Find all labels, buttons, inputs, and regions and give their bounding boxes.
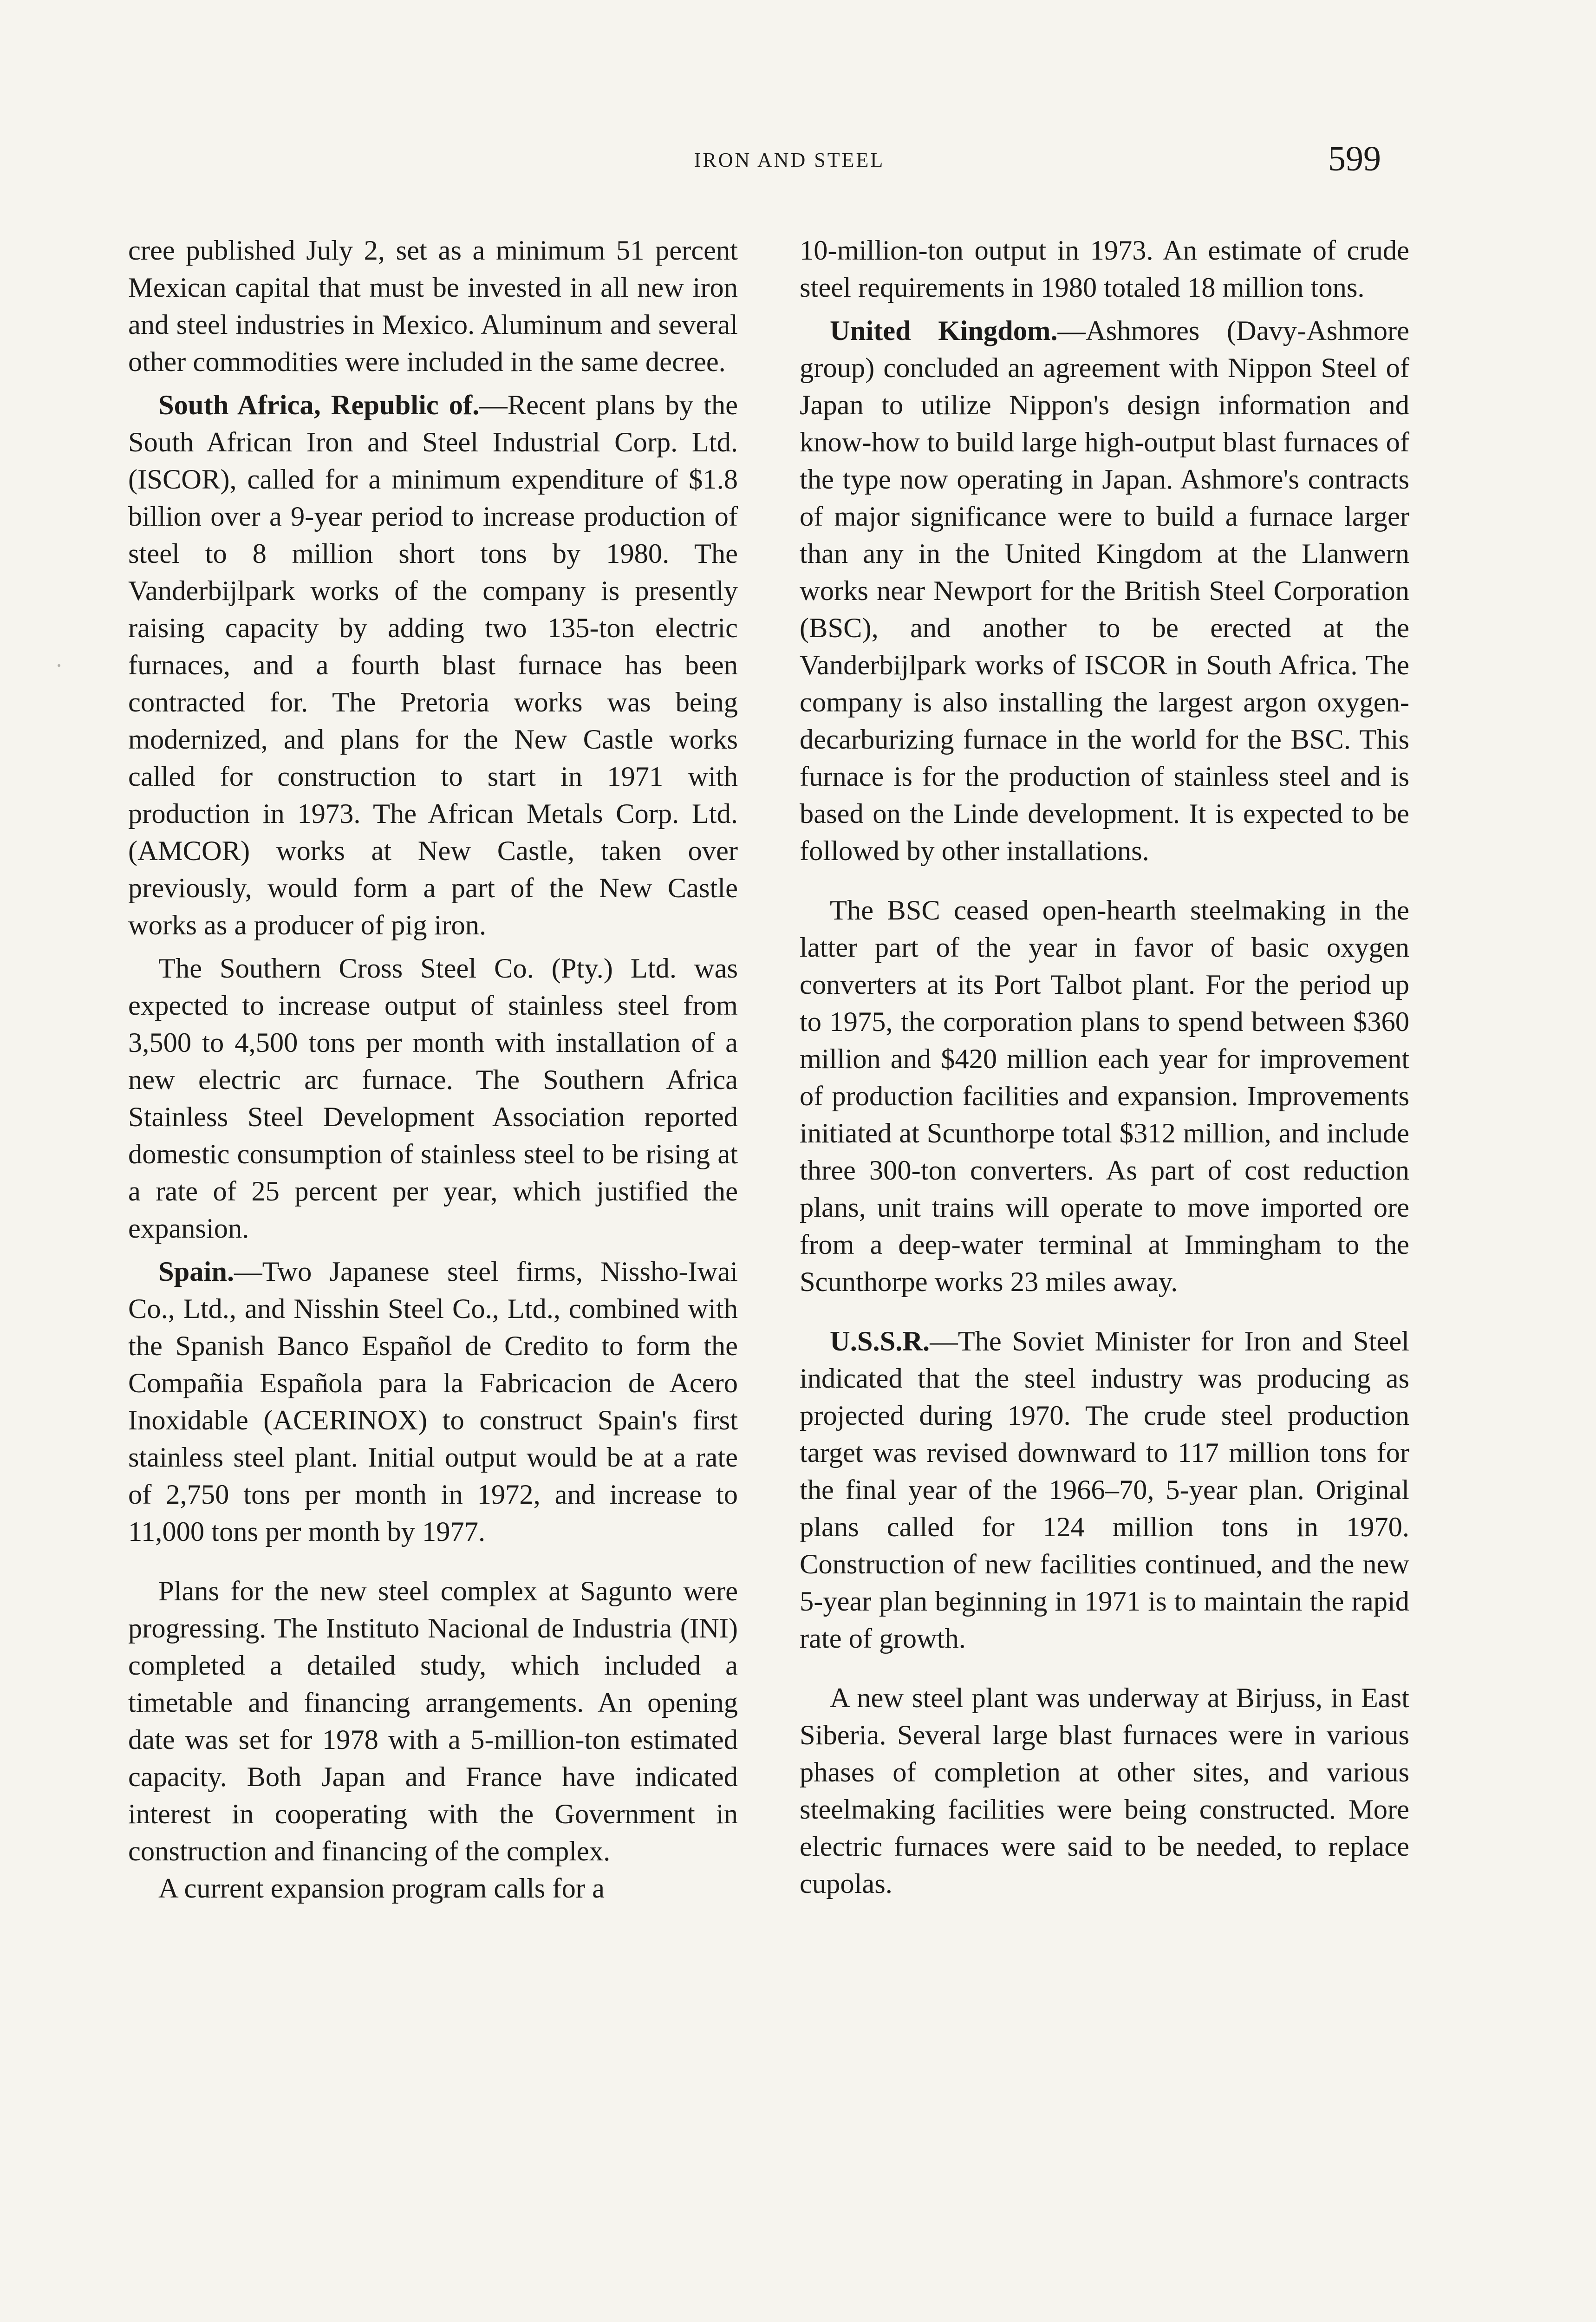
right-column: [800, 232, 1409, 1903]
paragraph-ussr: [800, 1323, 1409, 1657]
paragraph-spain-body: —Two Japanese steel firms, Nissho-Iwai Co., Ltd., and Nisshin Steel Co., Ltd., combined with the Spanish Banco Español de Credito to form the Compañia Española para la Fabricacion de Acero Inoxidable (ACERINOX) to construct Spain's first stainless steel plant. Initial output would be at a rate of 2,750 tons per month in 1972, and increase to 11,000 tons per month by 1977.: [128, 1256, 738, 1547]
paragraph-sagunto: Plans for the new steel complex at Sagunto were progressing. The Instituto Nacional de Industria (INI) completed a detailed study, which included a timetable and financing arrangements. An opening date was set for 1978 with a 5-million-ton estimated capacity. Both Japan and France have indicated interest in cooperating with the Government in construction and financing of the complex.: [128, 1576, 738, 1867]
paragraph-mexico-decree: cree published July 2, set as a minimum 51 percent Mexican capital that must be invested in all new iron and steel industries in Mexico. Aluminum and several other commodities were included in the same decree.: [128, 235, 738, 378]
section-heading-ussr: U.S.S.R.: [830, 1326, 930, 1357]
left-column: [128, 232, 738, 1907]
paragraph-ussr-body: —The Soviet Minister for Iron and Steel indicated that the steel industry was producing as projected during 1970. The crude steel production target was revised downward to 117 million tons for the final year of the 1966–70, 5-year plan. Original plans called for 124 million tons in 1970. Construction of new facilities continued, and the new 5-year plan beginning in 1971 is to maintain the rapid rate of growth.: [800, 1326, 1409, 1654]
paragraph-united-kingdom: [800, 313, 1409, 870]
paragraph-expansion-program: A current expansion program calls for a: [158, 1873, 605, 1904]
paragraph-spain: [128, 1253, 738, 1551]
paragraph-united-kingdom-body: —Ashmores (Davy-Ashmore group) concluded an agreement with Nippon Steel of Japan to utilize Nippon's design information and know-how to build large high-output blast furnaces of the type now operating in Japan. Ashmore's contracts of major significance were to build a furnace larger than any in the United Kingdom at the Llanwern works near Newport for the British Steel Corporation (BSC), and another to be erected at the Vanderbijlpark works of ISCOR in South Africa. The company is also installing the largest argon oxygen-decarburizing furnace in the world for the BSC. This furnace is for the production of stainless steel and is based on the Linde development. It is expected to be followed by other installations.: [800, 315, 1409, 867]
page-number: 599: [1328, 139, 1381, 178]
running-header: [0, 139, 1596, 179]
paragraph-spain-continued: 10-million-ton output in 1973. An estimate of crude steel requirements in 1980 totaled 18 million tons.: [800, 235, 1409, 303]
section-heading-south-africa: South Africa, Republic of.: [158, 390, 480, 421]
paragraph-birjuss: A new steel plant was underway at Birjuss, in East Siberia. Several large blast furnaces were in various phases of completion at other sites, and various steelmaking facilities were being constructed. More electric furnaces were said to be needed, to replace cupolas.: [800, 1683, 1409, 1899]
section-heading-united-kingdom: United Kingdom.: [830, 315, 1058, 346]
paragraph-south-africa: [128, 387, 738, 944]
paragraph-south-africa-body: —Recent plans by the South African Iron and Steel Industrial Corp. Ltd. (ISCOR), called for a minimum expenditure of $1.8 billion over a 9-year period to increase production of steel to 8 million short tons by 1980. The Vanderbijlpark works of the company is presently raising capacity by adding two 135-ton electric furnaces, and a fourth blast furnace has been contracted for. The Pretoria works was being modernized, and plans for the New Castle works called for construction to start in 1971 with production in 1973. The African Metals Corp. Ltd. (AMCOR) works at New Castle, taken over previously, would form a part of the New Castle works as a producer of pig iron.: [128, 390, 738, 941]
section-heading-spain: Spain.: [158, 1256, 235, 1287]
paragraph-bsc: The BSC ceased open-hearth steelmaking in the latter part of the year in favor of basic oxygen converters at its Port Talbot plant. For the period up to 1975, the corporation plans to spend between $360 million and $420 million each year for improvement of production facilities and expansion. Improvements initiated at Scunthorpe total $312 million, and include three 300-ton converters. As part of cost reduction plans, unit trains will operate to move imported ore from a deep-water terminal at Immingham to the Scunthorpe works 23 miles away.: [800, 895, 1409, 1298]
running-title: IRON AND STEEL: [694, 149, 885, 171]
paper-speck: [58, 664, 60, 667]
paragraph-southern-cross: The Southern Cross Steel Co. (Pty.) Ltd. was expected to increase output of stainless steel from 3,500 to 4,500 tons per month with installation of a new electric arc furnace. The Southern Africa Stainless Steel Development Association reported domestic consumption of stainless steel to be rising at a rate of 25 percent per year, which justified the expansion.: [128, 953, 738, 1244]
